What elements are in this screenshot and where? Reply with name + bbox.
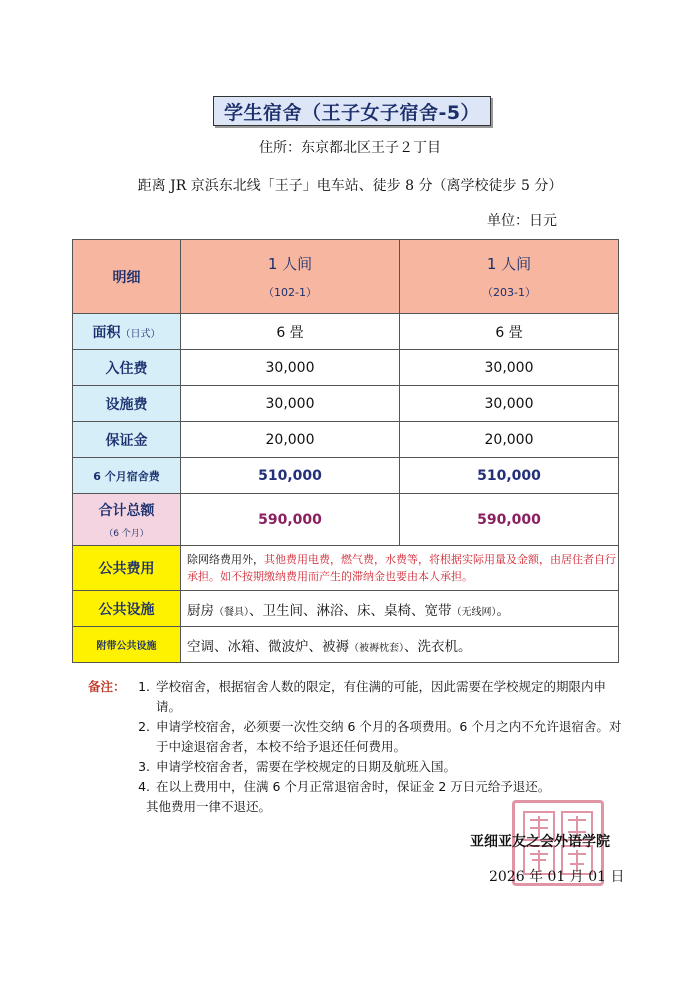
cell-value: 20,000 [181,422,400,458]
extra-facilities-text: 空调、冰箱、微波炉、被褥（被褥枕套）、洗衣机。 [181,627,619,663]
table-row [73,386,619,422]
table-row [73,546,619,591]
cell-value: 6 畳 [181,314,400,350]
table-row [73,458,619,494]
row-label: 公共费用 [73,546,181,591]
issue-date: 2026 年 01 月 01 日 [489,869,625,885]
header-room-203: 1 人间 （203-1） [400,240,619,314]
header-room-102: 1 人间 （102-1） [181,240,400,314]
row-label: 设施费 [73,386,181,422]
address: 住所：东京都北区王子２丁目 [259,140,441,156]
cell-value: 30,000 [181,386,400,422]
row-label: 附带公共设施 [73,627,181,663]
school-name: 亚细亚友之会外语学院 [470,834,610,850]
cell-value: 30,000 [181,350,400,386]
row-label: 保证金 [73,422,181,458]
table-header-row [73,240,619,314]
cell-value: 510,000 [400,458,619,494]
note-item: 3. 申请学校宿舍者，需要在学校规定的日期及航班入国。 [138,759,457,774]
header-label: 明细 [73,240,181,314]
row-label: 公共设施 [73,591,181,627]
fee-table [72,239,619,663]
table-row [73,314,619,350]
row-label: 入住费 [73,350,181,386]
note-item: 2. 申请学校宿舍，必须要一次性交纳 6 个月的各项费用。6 个月之内不允许退宿舍。对于中途退宿舍者，本校不给予退还任何费用。 [138,719,622,754]
cell-value: 30,000 [400,350,619,386]
cell-value: 6 畳 [400,314,619,350]
public-facilities-text: 厨房（餐具）、卫生间、淋浴、床、桌椅、宽带（无线网）。 [181,591,619,627]
cell-value: 590,000 [400,494,619,546]
currency-unit: 单位：日元 [487,213,557,229]
cell-value: 30,000 [400,386,619,422]
row-label: 6 个月宿舍费 [73,458,181,494]
note-item: 备注： 1. 学校宿舍，根据宿舍人数的限定，有住满的可能，因此需要在学校规定的期限内申请。 [88,679,607,714]
cell-value: 590,000 [181,494,400,546]
cell-value: 510,000 [181,458,400,494]
note-tail: 其他费用一律不退还。 [146,799,272,814]
public-fee-text: 除网络费用外，其他费用电费，燃气费，水费等，将根据实际用量及金额，由居住者自行承担。如不按期缴纳费用而产生的滞纳金也要由本人承担。 [181,546,619,591]
access-info: 距离 JR 京浜东北线「王子」电车站、徒步 8 分（离学校徒步 5 分） [137,178,563,194]
cell-value: 20,000 [400,422,619,458]
notes [88,677,628,817]
table-row [73,627,619,663]
table-row [73,591,619,627]
note-item: 4. 在以上费用中，住满 6 个月正常退宿舍时，保证金 2 万日元给予退还。 [138,779,551,794]
row-label: 面积（日式） [73,314,181,350]
table-row [73,494,619,546]
table-row [73,350,619,386]
page-title: 学生宿舍（王子女子宿舍-5） [213,96,491,126]
table-row [73,422,619,458]
row-label: 合计总额 （6 个月） [73,494,181,546]
